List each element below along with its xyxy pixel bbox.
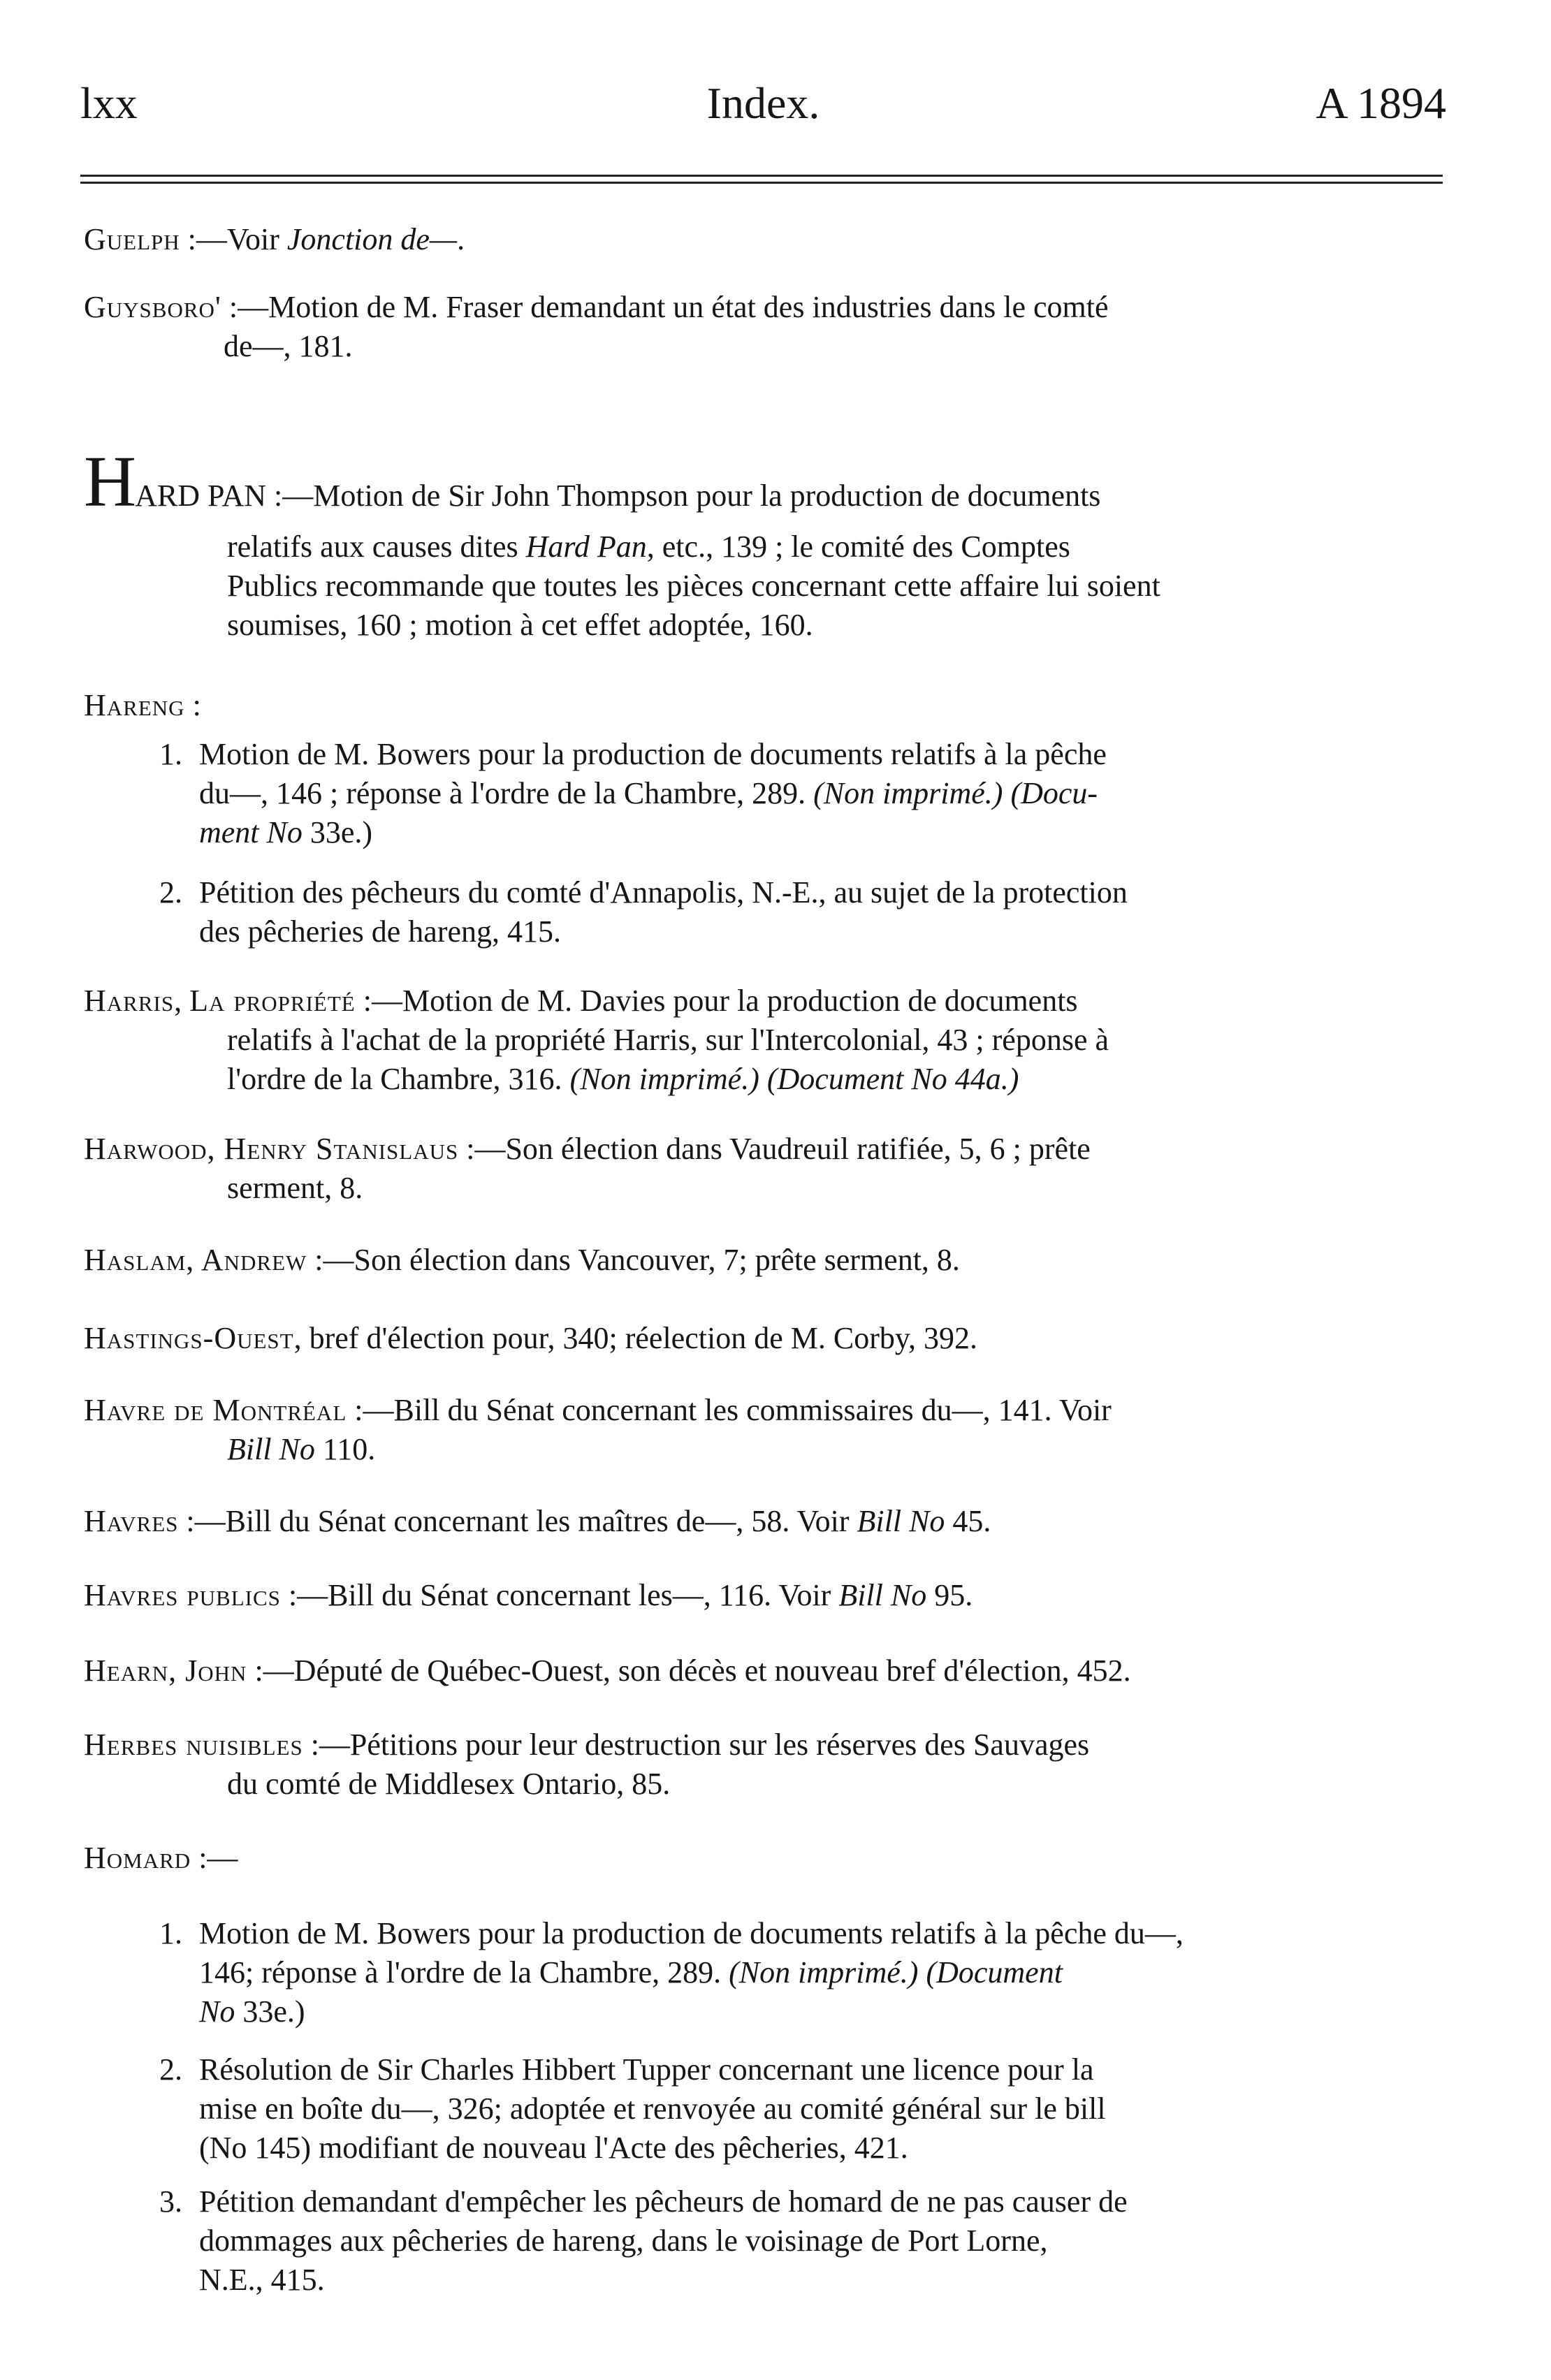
entry-text: , bref d'élection pour, 340; réelection de M. Corby, 392. xyxy=(293,1321,977,1355)
entry-text: :—Bill du Sénat concernant les maîtres de—, 58. Voir xyxy=(178,1504,857,1538)
item-italic: (Non imprimé.) xyxy=(729,1955,919,1990)
homard-item-3 xyxy=(159,2182,1466,2300)
item-number: 1. xyxy=(159,1916,182,1950)
entry-italic: (Non imprimé.) xyxy=(569,1062,759,1096)
entry-text-cont: de—, 181. xyxy=(224,329,353,363)
entry-italic: Bill No xyxy=(857,1504,945,1538)
running-header xyxy=(80,75,1446,131)
entry-text: , etc., 139 ; le comité des Comptes xyxy=(646,530,1070,564)
homard-item-1 xyxy=(159,1914,1466,2031)
entry-heading: Hareng xyxy=(84,688,185,722)
index-entry-havre-montreal-l2 xyxy=(227,1430,1471,1469)
entry-separator: :— xyxy=(191,1841,238,1875)
entry-heading: Hearn, John xyxy=(84,1653,247,1688)
item-text: Résolution de Sir Charles Hibbert Tupper concernant une licence pour la xyxy=(199,2052,1094,2087)
entry-text: 110. xyxy=(314,1432,376,1466)
entry-text: 45. xyxy=(945,1504,991,1538)
item-number: 3. xyxy=(159,2184,182,2219)
homard-item-2 xyxy=(159,2050,1466,2168)
index-entry-harris-l3 xyxy=(227,1060,1471,1099)
entry-text: :—Bill du Sénat concernant les—, 116. Voir xyxy=(280,1578,839,1612)
entry-text: relatifs aux causes dites xyxy=(227,530,526,564)
index-entry-herbes xyxy=(84,1725,1471,1765)
entry-heading: Guelph xyxy=(84,222,180,256)
entry-italic: Bill No xyxy=(227,1432,315,1466)
entry-heading-2: La propriété xyxy=(189,984,356,1018)
item-text-cont: N.E., 415. xyxy=(199,2263,325,2297)
entry-heading: Haslam, Andrew xyxy=(84,1243,307,1277)
item-text: 33e.) xyxy=(235,1994,305,2029)
entry-text: :—Son élection dans Vaudreuil ratifiée, 5, 6 ; prête xyxy=(458,1132,1091,1166)
index-entry-harwood xyxy=(84,1130,1471,1169)
entry-punct: . xyxy=(457,222,465,256)
index-entry-haslam xyxy=(84,1241,1471,1280)
item-text: du—, 146 ; réponse à l'ordre de la Chambre, 289. xyxy=(199,776,814,810)
entry-heading: Harwood, Henry Stanislaus xyxy=(84,1132,459,1166)
item-number: 2. xyxy=(159,2052,182,2087)
entry-text: soumises, 160 ; motion à cet effet adoptée, 160. xyxy=(227,608,813,642)
item-italic: (Non imprimé.) xyxy=(813,776,1003,810)
item-text: Pétition demandant d'empêcher les pêcheurs de homard de ne pas causer de xyxy=(199,2184,1128,2219)
hareng-item-1 xyxy=(159,735,1466,852)
year-mark: A 1894 xyxy=(1316,78,1446,128)
header-rule-top xyxy=(80,175,1443,177)
entry-heading: Havres publics xyxy=(84,1578,281,1612)
index-entry-homard xyxy=(84,1839,1471,1878)
index-entry-hareng xyxy=(84,686,1471,725)
entry-italic: (Document No 44a.) xyxy=(759,1062,1019,1096)
index-entry-hard-pan-l4 xyxy=(227,606,1471,645)
page-number: lxx xyxy=(80,78,138,128)
index-entry-hard-pan-l3 xyxy=(227,567,1471,606)
item-text: 146; réponse à l'ordre de la Chambre, 289. xyxy=(199,1955,729,1990)
entry-text: Publics recommande que toutes les pièces concernant cette affaire lui soient xyxy=(227,569,1160,603)
entry-text: serment, 8. xyxy=(227,1171,363,1205)
item-italic: (Document xyxy=(918,1955,1063,1990)
item-text-cont: mise en boîte du—, 326; adoptée et renvoyée au comité général sur le bill xyxy=(199,2091,1106,2126)
entry-text: :—Motion de M. Davies pour la production de documents xyxy=(355,984,1078,1018)
index-entry-harwood-l2 xyxy=(227,1169,1471,1208)
index-entry-herbes-l2 xyxy=(227,1765,1471,1804)
index-entry-guysboro-cont xyxy=(84,327,1471,366)
entry-heading: Havre de Montréal xyxy=(84,1393,347,1427)
entry-heading: Hastings-Ouest xyxy=(84,1321,294,1355)
entry-text: :—Son élection dans Vancouver, 7; prête serment, 8. xyxy=(307,1243,960,1277)
entry-text: :—Motion de Sir John Thompson pour la production de documents xyxy=(266,479,1101,513)
entry-text: :—Motion de M. Fraser demandant un état des industries dans le comté xyxy=(221,290,1109,324)
index-entry-harris-l2 xyxy=(227,1021,1471,1060)
entry-text: relatifs à l'achat de la propriété Harris, sur l'Intercolonial, 43 ; réponse à xyxy=(227,1023,1109,1057)
index-entry-havre-montreal xyxy=(84,1391,1471,1430)
index-entry-harris: Harris, La propriété :—Motion de M. Davies pour la production de documents xyxy=(84,984,1078,1018)
index-entry-hard-pan xyxy=(84,441,1471,522)
entry-text: du comté de Middlesex Ontario, 85. xyxy=(227,1767,671,1801)
hareng-item-2 xyxy=(159,873,1466,951)
item-italic: (Docu- xyxy=(1003,776,1098,810)
header-rule-bottom xyxy=(80,182,1443,184)
item-number: 2. xyxy=(159,875,182,910)
entry-text: :—Pétitions pour leur destruction sur les réserves des Sauvages xyxy=(303,1728,1090,1762)
drop-cap: H xyxy=(84,441,136,522)
index-entry-hearn xyxy=(84,1651,1471,1691)
item-italic: ment No xyxy=(199,815,303,849)
index-entry-hard-pan-l2 xyxy=(227,527,1471,567)
entry-text: 95. xyxy=(926,1578,973,1612)
index-entry-havres-publics xyxy=(84,1576,1471,1615)
item-text: Motion de M. Bowers pour la production de documents relatifs à la pêche xyxy=(199,737,1107,771)
entry-heading: Havres xyxy=(84,1504,179,1538)
entry-text: :—Député de Québec-Ouest, son décès et nouveau bref d'élection, 452. xyxy=(247,1653,1131,1688)
item-text: Motion de M. Bowers pour la production de documents relatifs à la pêche du—, xyxy=(199,1916,1184,1950)
entry-text: :—Bill du Sénat concernant les commissaires du—, 141. Voir xyxy=(347,1393,1112,1427)
entry-separator: : xyxy=(184,688,201,722)
entry-heading: Guysboro' xyxy=(84,290,221,324)
item-text: Pétition des pêcheurs du comté d'Annapolis, N.-E., au sujet de la protection xyxy=(199,875,1128,910)
entry-text: l'ordre de la Chambre, 316. xyxy=(227,1062,570,1096)
index-entry-havres xyxy=(84,1502,1471,1541)
item-text-cont: dommages aux pêcheries de hareng, dans le voisinage de Port Lorne, xyxy=(199,2224,1048,2258)
entry-crossref: Jonction de— xyxy=(286,222,458,256)
index-entry-hastings xyxy=(84,1319,1471,1358)
entry-heading: Homard xyxy=(84,1841,191,1875)
entry-italic: Bill No xyxy=(838,1578,927,1612)
index-entry-guysboro xyxy=(84,288,1471,327)
item-text: 33e.) xyxy=(302,815,373,849)
page-title: Index. xyxy=(706,78,820,128)
entry-heading: ARD PAN xyxy=(135,479,266,513)
item-text-cont: (No 145) modifiant de nouveau l'Acte des pêcheries, 421. xyxy=(199,2131,908,2165)
entry-heading: Herbes nuisibles xyxy=(84,1728,303,1762)
entry-heading: Harris xyxy=(84,984,175,1018)
entry-italic: Hard Pan xyxy=(525,530,647,564)
item-text-cont: des pêcheries de hareng, 415. xyxy=(199,914,562,949)
item-italic: No xyxy=(199,1994,235,2029)
entry-separator: :—Voir xyxy=(180,222,287,256)
item-number: 1. xyxy=(159,737,182,771)
index-entry-guelph xyxy=(84,220,1471,259)
